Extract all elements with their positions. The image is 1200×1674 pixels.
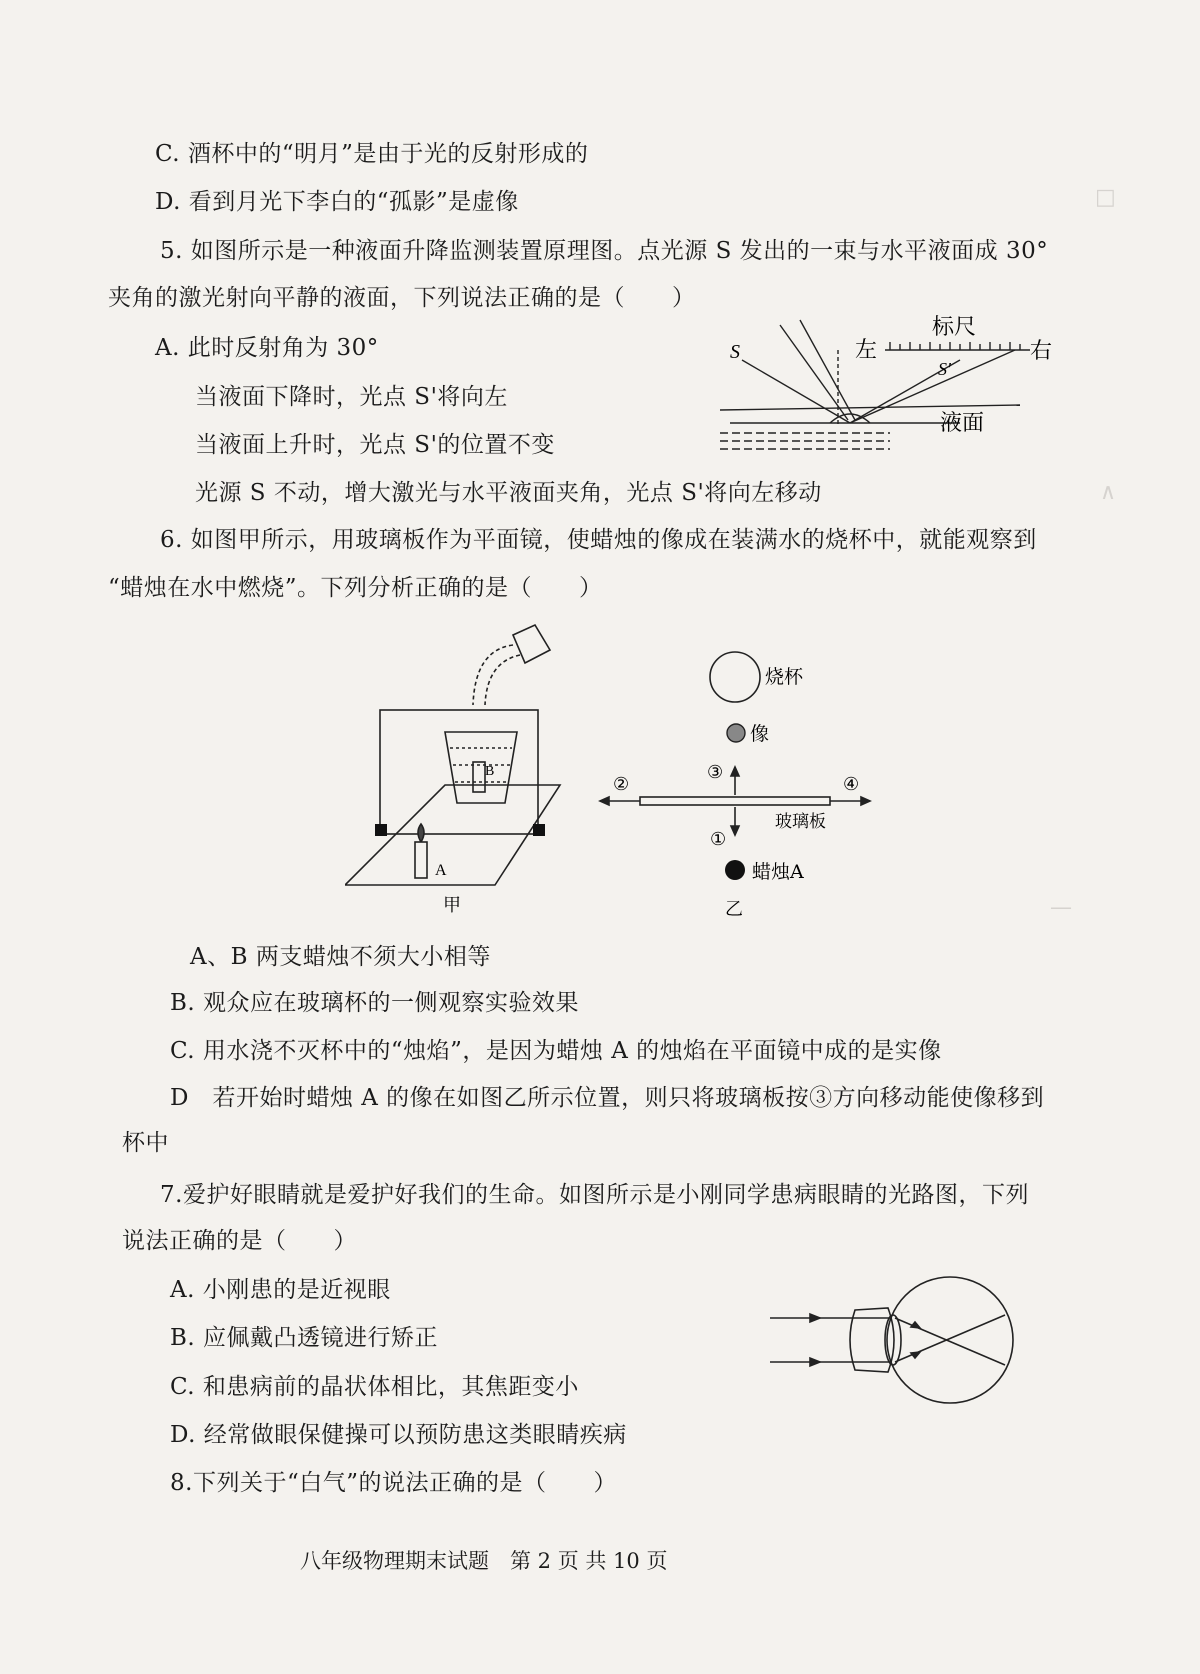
q5-option-c: 当液面上升时，光点 S'的位置不变: [195, 432, 555, 458]
label-candle-a: A: [435, 862, 447, 879]
q5-liquid-level-figure: [720, 310, 1070, 460]
page-footer: 八年级物理期末试题 第 2 页 共 10 页: [300, 1549, 668, 1573]
q6-figure-yi: [595, 645, 885, 925]
q7-stem-line2: 说法正确的是（ ）: [122, 1228, 357, 1254]
q7-option-a: A. 小刚患的是近视眼: [170, 1277, 391, 1303]
arrow-label-3: ③: [707, 762, 724, 783]
q6-option-c: C. 用水浇不灭杯中的“烛焰”，是因为蜡烛 A 的烛焰在平面镜中成的是实像: [170, 1038, 942, 1064]
q5-stem-line1: 5. 如图所示是一种液面升降监测装置原理图。点光源 S 发出的一束与水平液面成 30°: [160, 238, 1049, 264]
arrow-label-4: ④: [843, 774, 860, 795]
label-image: 像: [750, 723, 770, 745]
label-ruler: 标尺: [932, 315, 977, 340]
label-right: 右: [1030, 339, 1053, 364]
q4-option-c: C. 酒杯中的“明月”是由于光的反射形成的: [155, 141, 589, 167]
q6-stem-line1: 6. 如图甲所示，用玻璃板作为平面镜，使蜡烛的像成在装满水的烧杯中，就能观察到: [160, 527, 1037, 553]
label-s: S: [730, 341, 740, 363]
label-glass-plate: 玻璃板: [775, 812, 826, 832]
label-left: 左: [855, 338, 878, 363]
q6-option-a: A、B 两支蜡烛不须大小相等: [190, 944, 491, 970]
q7-stem-line1: 7.爱护好眼睛就是爱护好我们的生命。如图所示是小刚同学患病眼睛的光路图，下列: [160, 1182, 1029, 1208]
q6-option-d-line1: D 若开始时蜡烛 A 的像在如图乙所示位置，则只将玻璃板按③方向移动能使像移到: [170, 1085, 1045, 1111]
q6-option-d-line2: 杯中: [122, 1130, 169, 1156]
q5-option-d: 光源 S 不动，增大激光与水平液面夹角，光点 S'将向左移动: [195, 480, 822, 506]
q7-eye-figure: [770, 1270, 1020, 1410]
figure-caption-jia: 甲: [443, 895, 461, 916]
q6-option-b: B. 观众应在玻璃杯的一侧观察实验效果: [170, 990, 580, 1016]
arrow-label-2: ②: [613, 774, 630, 795]
figure-caption-yi: 乙: [725, 899, 743, 920]
label-s-prime: S': [938, 359, 951, 379]
q6-figure-jia: [345, 620, 585, 920]
bleed-mark: ∧: [1100, 480, 1117, 505]
q5-option-a: A. 此时反射角为 30°: [155, 335, 379, 361]
ruler-ticks: [890, 342, 1020, 350]
q7-option-d: D. 经常做眼保健操可以预防患这类眼睛疾病: [170, 1422, 627, 1448]
bleed-mark: □: [1095, 185, 1116, 210]
label-candle-b: B: [485, 764, 495, 779]
q4-option-d: D. 看到月光下李白的“孤影”是虚像: [155, 189, 519, 215]
label-liquid: 液面: [940, 411, 985, 436]
q7-option-b: B. 应佩戴凸透镜进行矫正: [170, 1325, 439, 1351]
q7-option-c: C. 和患病前的晶状体相比，其焦距变小: [170, 1374, 579, 1400]
label-candle-a-yi: 蜡烛A: [752, 861, 804, 883]
q8-stem: 8.下列关于“白气”的说法正确的是（ ）: [170, 1470, 617, 1496]
arrow-label-1: ①: [710, 829, 727, 850]
label-beaker: 烧杯: [765, 666, 804, 688]
q6-stem-line2: “蜡烛在水中燃烧”。下列分析正确的是（ ）: [108, 575, 603, 601]
bleed-mark: —: [1050, 895, 1072, 920]
q5-stem-line2: 夹角的激光射向平静的液面，下列说法正确的是（ ）: [108, 285, 696, 311]
q5-option-b: 当液面下降时，光点 S'将向左: [195, 384, 508, 410]
